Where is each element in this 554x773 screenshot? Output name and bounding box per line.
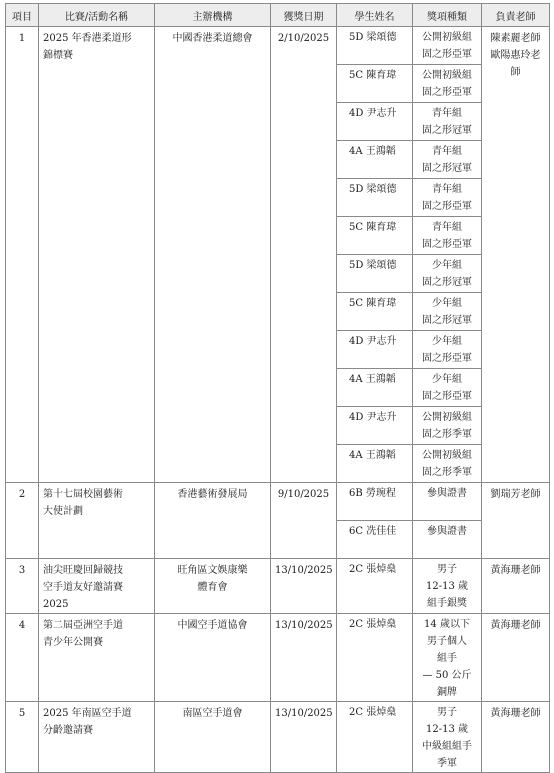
award-type-line: 參與證書 [427, 526, 467, 537]
award-type [413, 103, 482, 141]
award-type-line: 12-13 歲 [425, 581, 468, 592]
award-type-line: 固之形亞軍 [422, 353, 472, 364]
teacher [482, 559, 550, 614]
teacher-line: 陳素麗老師 [490, 33, 541, 44]
event-name-line: 2025 年香港柔道形 [43, 33, 132, 44]
organizer [155, 559, 271, 614]
award-type-line: 男子 [437, 707, 457, 718]
student-name: 5C 陳育瑋 [337, 217, 413, 255]
organizer [155, 27, 271, 483]
award-type-line: 公開初級組 [422, 70, 472, 81]
award-type-line: 少年組 [432, 374, 462, 385]
event-name-line: 第二屆亞洲空手道 [43, 620, 123, 631]
event-name [39, 27, 155, 483]
award-type [413, 293, 482, 331]
student-name: 5C 陳育瑋 [337, 293, 413, 331]
award-type-line: 公開初級組 [422, 32, 472, 43]
organizer-line: 中國空手道協會 [177, 620, 248, 631]
teacher-line: 歐陽惠玲老師 [490, 50, 541, 78]
award-type [413, 559, 482, 614]
student-name: 5D 梁頌德 [337, 27, 413, 65]
award-type-line: 公開初級組 [422, 450, 472, 461]
event-name [39, 702, 155, 773]
organizer-line: 中國香港柔道總會 [172, 33, 253, 44]
award-type-line: 青年組 [432, 108, 462, 119]
teacher [482, 483, 550, 559]
table-body [6, 27, 550, 773]
student-name: 5D 梁頌德 [337, 179, 413, 217]
organizer [155, 483, 271, 559]
award-type-line: 參與證書 [427, 488, 467, 499]
award-type [413, 27, 482, 65]
award-type-line: 季軍 [437, 758, 457, 769]
student-name: 4D 尹志升 [337, 407, 413, 445]
event-name-line: 2025 [43, 599, 69, 610]
item-number: 3 [6, 559, 39, 614]
award-type-line: 固之形亞軍 [422, 239, 472, 250]
award-type-line: 青年組 [432, 146, 462, 157]
student-name: 6C 冼佳佳 [337, 521, 413, 559]
award-type-line: 固之形冠軍 [422, 277, 472, 288]
event-name-line: 錦標賽 [43, 50, 73, 61]
teacher-line: 黃海珊老師 [490, 708, 541, 719]
award-date: 13/10/2025 [271, 559, 337, 614]
award-type-line: 固之形亞軍 [422, 49, 472, 60]
teacher [482, 27, 550, 483]
award-type-line: 少年組 [432, 260, 462, 271]
header-teacher: 負責老師 [482, 4, 550, 27]
table-row [6, 483, 550, 521]
event-name-line: 第十七屆校園藝術 [43, 489, 123, 500]
award-type-line: 少年組 [432, 298, 462, 309]
award-type [413, 445, 482, 483]
header-row [6, 4, 550, 27]
teacher [482, 614, 550, 702]
student-name: 4D 尹志升 [337, 103, 413, 141]
award-type-line: 固之形冠軍 [422, 315, 472, 326]
award-date: 13/10/2025 [271, 702, 337, 773]
award-type-line: 固之形冠軍 [422, 163, 472, 174]
awards-table [5, 3, 550, 773]
award-type-line: 12-13 歲 [425, 724, 468, 735]
award-type [413, 141, 482, 179]
award-type [413, 179, 482, 217]
organizer [155, 614, 271, 702]
event-name-line: 2025 年南區空手道 [43, 708, 132, 719]
award-type-line: 固之形亞軍 [422, 87, 472, 98]
award-type-line: 銅牌 [437, 687, 457, 698]
award-type-line: 固之形季軍 [422, 429, 472, 440]
student-name: 5D 梁頌德 [337, 255, 413, 293]
award-type [413, 521, 482, 559]
award-type-line: 青年組 [432, 184, 462, 195]
item-number: 5 [6, 702, 39, 773]
organizer-line: 旺角區文娛康樂 [177, 565, 248, 576]
award-type [413, 255, 482, 293]
event-name-line: 油尖旺慶回歸競技 [43, 565, 123, 576]
award-date: 2/10/2025 [271, 27, 337, 483]
award-type-line: 少年組 [432, 336, 462, 347]
event-name [39, 483, 155, 559]
award-type-line: 公開初級組 [422, 412, 472, 423]
student-name: 2C 張焯燊 [337, 559, 413, 614]
student-name: 2C 張焯燊 [337, 702, 413, 773]
event-name-line: 大使計劃 [43, 506, 83, 517]
item-number: 2 [6, 483, 39, 559]
organizer-line: 南區空手道會 [182, 708, 243, 719]
header-item-no: 項目 [6, 4, 39, 27]
award-type-line: 男子個人 [427, 636, 467, 647]
header-organizer: 主辦機構 [155, 4, 271, 27]
student-name: 4A 王鴻韜 [337, 445, 413, 483]
table-row [6, 614, 550, 702]
organizer-line: 香港藝術發展局 [177, 489, 248, 500]
item-number: 4 [6, 614, 39, 702]
award-type-line: 青年組 [432, 222, 462, 233]
event-name [39, 614, 155, 702]
item-number: 1 [6, 27, 39, 483]
teacher-line: 劉瑞芳老師 [490, 489, 541, 500]
award-type-line: 固之形冠軍 [422, 125, 472, 136]
award-type [413, 217, 482, 255]
award-type-line: 中級組組手 [422, 741, 472, 752]
award-type-line: — 50 公斤 [422, 670, 472, 681]
teacher-line: 黃海珊老師 [490, 620, 541, 631]
teacher-line: 黃海珊老師 [490, 565, 541, 576]
award-type-line: 組手銀獎 [427, 598, 467, 609]
organizer-line: 體育會 [197, 582, 228, 593]
award-type-line: 固之形亞軍 [422, 391, 472, 402]
student-name: 4A 王鴻韜 [337, 369, 413, 407]
student-name: 4A 王鴻韜 [337, 141, 413, 179]
teacher [482, 702, 550, 773]
award-type-line: 14 歲以下 [424, 619, 470, 630]
award-type [413, 614, 482, 702]
table-row [6, 702, 550, 773]
header-award-type: 獎項種類 [413, 4, 482, 27]
header-student-name: 學生姓名 [337, 4, 413, 27]
student-name: 4D 尹志升 [337, 331, 413, 369]
student-name: 6B 勞琬程 [337, 483, 413, 521]
award-type [413, 369, 482, 407]
award-type-line: 固之形亞軍 [422, 201, 472, 212]
award-date: 13/10/2025 [271, 614, 337, 702]
award-type [413, 331, 482, 369]
award-type-line: 組手 [437, 653, 457, 664]
award-type [413, 483, 482, 521]
table-row [6, 27, 550, 65]
table-row [6, 559, 550, 614]
header-event-name: 比賽/活動名稱 [39, 4, 155, 27]
event-name [39, 559, 155, 614]
event-name-line: 青少年公開賽 [43, 637, 103, 648]
award-type [413, 407, 482, 445]
student-name: 5C 陳育瑋 [337, 65, 413, 103]
event-name-line: 空手道友好邀請賽 [43, 582, 123, 593]
award-type-line: 男子 [437, 564, 457, 575]
award-type [413, 65, 482, 103]
organizer [155, 702, 271, 773]
student-name: 2C 張焯燊 [337, 614, 413, 702]
award-date: 9/10/2025 [271, 483, 337, 559]
header-award-date: 獲獎日期 [271, 4, 337, 27]
event-name-line: 分齡邀請賽 [43, 725, 93, 736]
award-type-line: 固之形季軍 [422, 467, 472, 478]
award-type [413, 702, 482, 773]
